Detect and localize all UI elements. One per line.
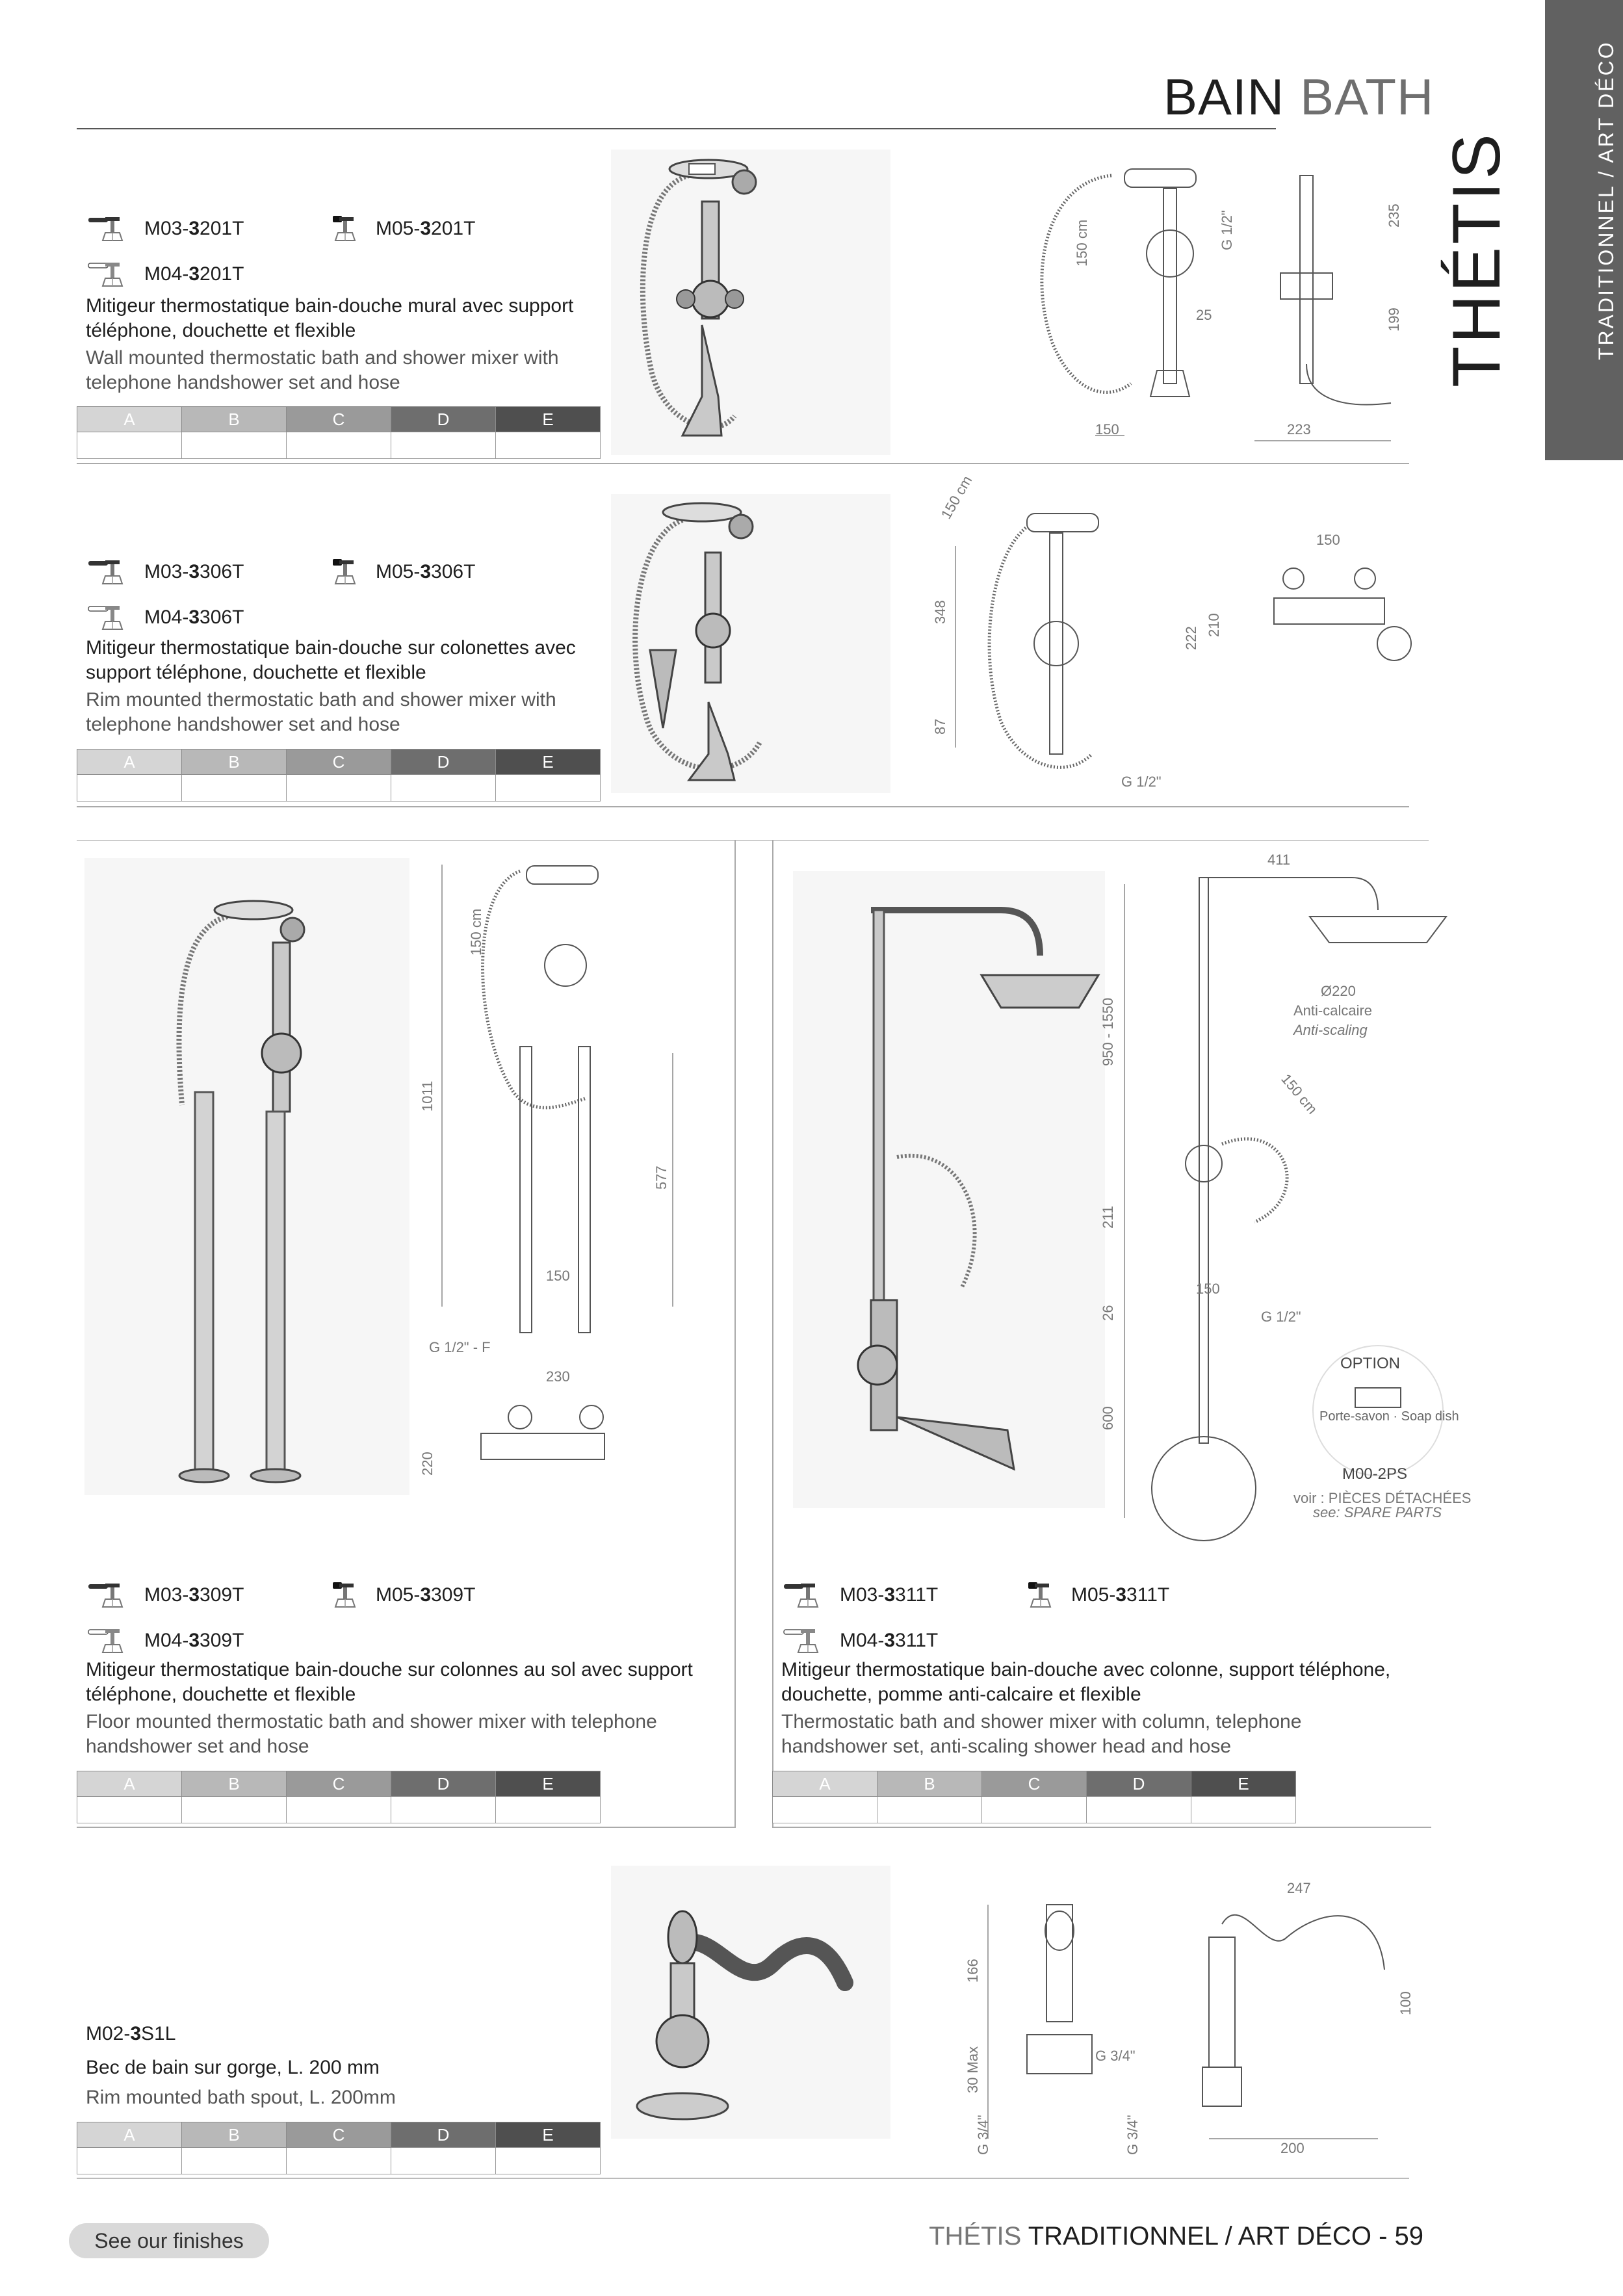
product-1-desc-fr: Mitigeur thermostatique bain-douche mural avec support téléphone, douchette et flexible <box>86 295 574 341</box>
svg-text:222: 222 <box>1183 626 1199 650</box>
svg-text:247: 247 <box>1287 1880 1311 1896</box>
svg-text:150: 150 <box>1196 1281 1220 1297</box>
finish-a[interactable]: A <box>77 750 182 775</box>
svg-text:30 Max: 30 Max <box>965 2046 981 2093</box>
svg-text:199: 199 <box>1386 307 1402 332</box>
title-fr: BAIN <box>1163 68 1285 125</box>
svg-text:26: 26 <box>1100 1305 1116 1321</box>
finish-a[interactable]: A <box>77 1771 182 1797</box>
svg-text:150 cm: 150 cm <box>1074 219 1090 267</box>
finish-e[interactable]: E <box>496 1771 601 1797</box>
product-4-finish-table <box>772 1771 1296 1823</box>
svg-text:950 - 1550: 950 - 1550 <box>1100 997 1116 1066</box>
svg-text:600: 600 <box>1100 1406 1116 1430</box>
svg-text:230: 230 <box>546 1368 570 1385</box>
svg-text:150: 150 <box>1095 421 1119 437</box>
product-3-separator <box>77 1827 736 1828</box>
product-5-drawing <box>962 1866 1443 2158</box>
finish-d[interactable]: D <box>391 2122 496 2148</box>
product-3-code-m04: M04- 3 309T <box>87 1626 244 1655</box>
column-divider-right <box>772 840 773 1828</box>
svg-text:577: 577 <box>653 1166 669 1190</box>
side-tab[interactable] <box>1545 0 1623 460</box>
option-badge[interactable] <box>1313 1346 1459 1483</box>
product-4-desc-en: Thermostatic bath and shower mixer with column, telephone handshower set, anti-scaling shower head and hose <box>781 1711 1302 1757</box>
finish-c[interactable]: C <box>287 1771 391 1797</box>
product-1-drawing <box>975 150 1417 449</box>
svg-text:Anti-scaling: Anti-scaling <box>1293 1022 1368 1038</box>
product-4-code-m04: M04- 3 311T <box>783 1626 938 1655</box>
page-title <box>1163 68 1434 133</box>
product-5-desc-fr: Bec de bain sur gorge, L. 200 mm <box>86 2057 380 2078</box>
black-lever-icon <box>1014 1581 1059 1610</box>
white-lever-icon <box>87 1626 133 1655</box>
svg-text:1011: 1011 <box>419 1080 435 1112</box>
svg-text:348: 348 <box>932 600 948 624</box>
svg-text:210: 210 <box>1206 613 1222 637</box>
product-2-finish-table <box>77 749 601 802</box>
svg-text:G 1/2": G 1/2" <box>1121 774 1162 790</box>
product-3-code-m05: M05- 3 309T <box>318 1581 475 1610</box>
product-1-finish-table <box>77 406 601 459</box>
see-finishes-button[interactable]: See our finishes <box>69 2223 269 2258</box>
product-5-photo <box>611 1866 890 2139</box>
svg-text:200: 200 <box>1280 2140 1305 2156</box>
svg-text:Ø220: Ø220 <box>1321 983 1356 999</box>
product-3-code-m03: M03- 3 309T <box>87 1581 244 1610</box>
dark-lever-icon <box>87 1581 133 1610</box>
svg-text:411: 411 <box>1267 852 1291 868</box>
finish-c[interactable]: C <box>287 407 391 432</box>
svg-text:150 cm: 150 cm <box>937 473 976 522</box>
svg-text:166: 166 <box>965 1959 981 1983</box>
finish-d[interactable]: D <box>1087 1771 1191 1797</box>
black-lever-icon <box>318 558 364 586</box>
svg-text:voir : PIÈCES DÉTACHÉES: voir : PIÈCES DÉTACHÉES <box>1293 1490 1472 1506</box>
finish-a[interactable]: A <box>77 2122 182 2148</box>
finish-e[interactable]: E <box>1191 1771 1296 1797</box>
white-lever-icon <box>87 260 133 289</box>
svg-text:150 cm: 150 cm <box>1278 1071 1321 1117</box>
product-2-photo <box>611 494 890 793</box>
product-5-code: M02- 3 S1L <box>86 2023 176 2044</box>
product-2-desc-fr: Mitigeur thermostatique bain-douche sur colonettes avec support téléphone, douchette et flexible <box>86 637 576 683</box>
svg-text:G 3/4": G 3/4" <box>975 2115 991 2155</box>
product-3-finish-table <box>77 1771 601 1823</box>
brand-vertical: THÉTIS <box>1439 131 1514 387</box>
svg-text:211: 211 <box>1100 1205 1116 1229</box>
product-4-code-m03: M03- 3 311T <box>783 1581 938 1610</box>
product-2-separator <box>77 806 1409 807</box>
white-lever-icon <box>783 1626 828 1655</box>
dark-lever-icon <box>87 215 133 243</box>
row-separator <box>77 840 1429 841</box>
black-lever-icon <box>318 1581 364 1610</box>
svg-text:223: 223 <box>1287 421 1311 437</box>
product-1-code-m05: M05- 3 201T <box>318 215 475 243</box>
finish-b[interactable]: B <box>182 2122 287 2148</box>
title-en: BATH <box>1300 68 1435 125</box>
product-3-photo <box>84 858 409 1495</box>
svg-text:Porte-savon · Soap dish: Porte-savon · Soap dish <box>1319 1409 1459 1424</box>
finish-b[interactable]: B <box>182 407 287 432</box>
dark-lever-icon <box>783 1581 828 1610</box>
product-1-separator <box>77 463 1409 464</box>
product-2-desc-en: Rim mounted thermostatic bath and shower mixer with telephone handshower set and hose <box>86 689 556 735</box>
svg-text:25: 25 <box>1196 307 1212 323</box>
product-4-desc-fr: Mitigeur thermostatique bain-douche avec colonne, support téléphone, douchette, pomme anti-calcaire et flexible <box>781 1659 1391 1705</box>
black-lever-icon <box>318 215 364 243</box>
product-2-code-m05: M05- 3 306T <box>318 558 475 586</box>
product-2-code-m04: M04- 3 306T <box>87 603 244 632</box>
finish-c[interactable]: C <box>287 2122 391 2148</box>
finish-e[interactable]: E <box>496 750 601 775</box>
finish-d[interactable]: D <box>391 407 496 432</box>
finish-e[interactable]: E <box>496 2122 601 2148</box>
finish-d[interactable]: D <box>391 1771 496 1797</box>
finish-b[interactable]: B <box>877 1771 982 1797</box>
svg-text:220: 220 <box>419 1452 435 1476</box>
product-4-drawing <box>1098 845 1472 1521</box>
svg-text:G 1/2": G 1/2" <box>1261 1309 1301 1325</box>
svg-text:87: 87 <box>932 718 948 735</box>
finish-b[interactable]: B <box>182 750 287 775</box>
finish-b[interactable]: B <box>182 1771 287 1797</box>
finish-c[interactable]: C <box>982 1771 1087 1797</box>
svg-text:235: 235 <box>1386 203 1402 228</box>
header-rule <box>77 128 1276 129</box>
product-3-desc-en: Floor mounted thermostatic bath and shower mixer with telephone handshower set and hose <box>86 1711 657 1757</box>
footer-page-info: THÉTIS TRADITIONNEL / ART DÉCO - 59 <box>929 2222 1423 2250</box>
svg-text:G 1/2": G 1/2" <box>1219 210 1235 250</box>
page-number: 59 <box>1394 2222 1423 2250</box>
svg-text:G 3/4": G 3/4" <box>1124 2115 1141 2155</box>
finish-e[interactable]: E <box>496 407 601 432</box>
svg-text:150: 150 <box>546 1268 570 1284</box>
product-5-desc-en: Rim mounted bath spout, L. 200mm <box>86 2087 396 2108</box>
product-5-separator <box>77 2178 1409 2179</box>
column-divider-left <box>734 840 736 1828</box>
product-4-code-m05: M05- 3 311T <box>1014 1581 1169 1610</box>
white-lever-icon <box>87 603 133 632</box>
svg-text:150: 150 <box>1316 532 1340 548</box>
svg-text:G 3/4": G 3/4" <box>1095 2048 1136 2064</box>
product-3-drawing <box>416 852 721 1515</box>
finish-c[interactable]: C <box>287 750 391 775</box>
svg-text:M00-2PS: M00-2PS <box>1342 1465 1408 1483</box>
dark-lever-icon <box>87 558 133 586</box>
finish-d[interactable]: D <box>391 750 496 775</box>
footer-line: TRADITIONNEL / ART DÉCO <box>1028 2222 1371 2250</box>
product-1-code-m03: M03- 3 201T <box>87 215 244 243</box>
side-tab-label: TRADITIONNEL / ART DÉCO <box>1594 40 1618 360</box>
product-5-finish-table <box>77 2122 601 2174</box>
svg-text:Anti-calcaire: Anti-calcaire <box>1293 1002 1373 1019</box>
footer-brand: THÉTIS <box>929 2222 1022 2250</box>
product-2-drawing <box>929 473 1423 800</box>
product-1-desc-en: Wall mounted thermostatic bath and shower mixer with telephone handshower set and hose <box>86 347 559 393</box>
product-1-photo <box>611 150 890 455</box>
svg-text:see: SPARE PARTS: see: SPARE PARTS <box>1313 1504 1442 1520</box>
svg-text:G 1/2" - F: G 1/2" - F <box>429 1339 491 1355</box>
svg-text:100: 100 <box>1397 1991 1414 2015</box>
product-4-separator <box>772 1827 1431 1828</box>
product-4-photo <box>793 871 1105 1508</box>
product-3-desc-fr: Mitigeur thermostatique bain-douche sur colonnes au sol avec support téléphone, douchette et flexible <box>86 1659 693 1705</box>
finish-a[interactable]: A <box>77 407 182 432</box>
finish-a[interactable]: A <box>773 1771 877 1797</box>
product-2-code-m03: M03- 3 306T <box>87 558 244 586</box>
svg-text:150 cm: 150 cm <box>468 908 484 956</box>
svg-text:OPTION: OPTION <box>1340 1355 1401 1372</box>
product-1-code-m04: M04- 3 201T <box>87 260 244 289</box>
